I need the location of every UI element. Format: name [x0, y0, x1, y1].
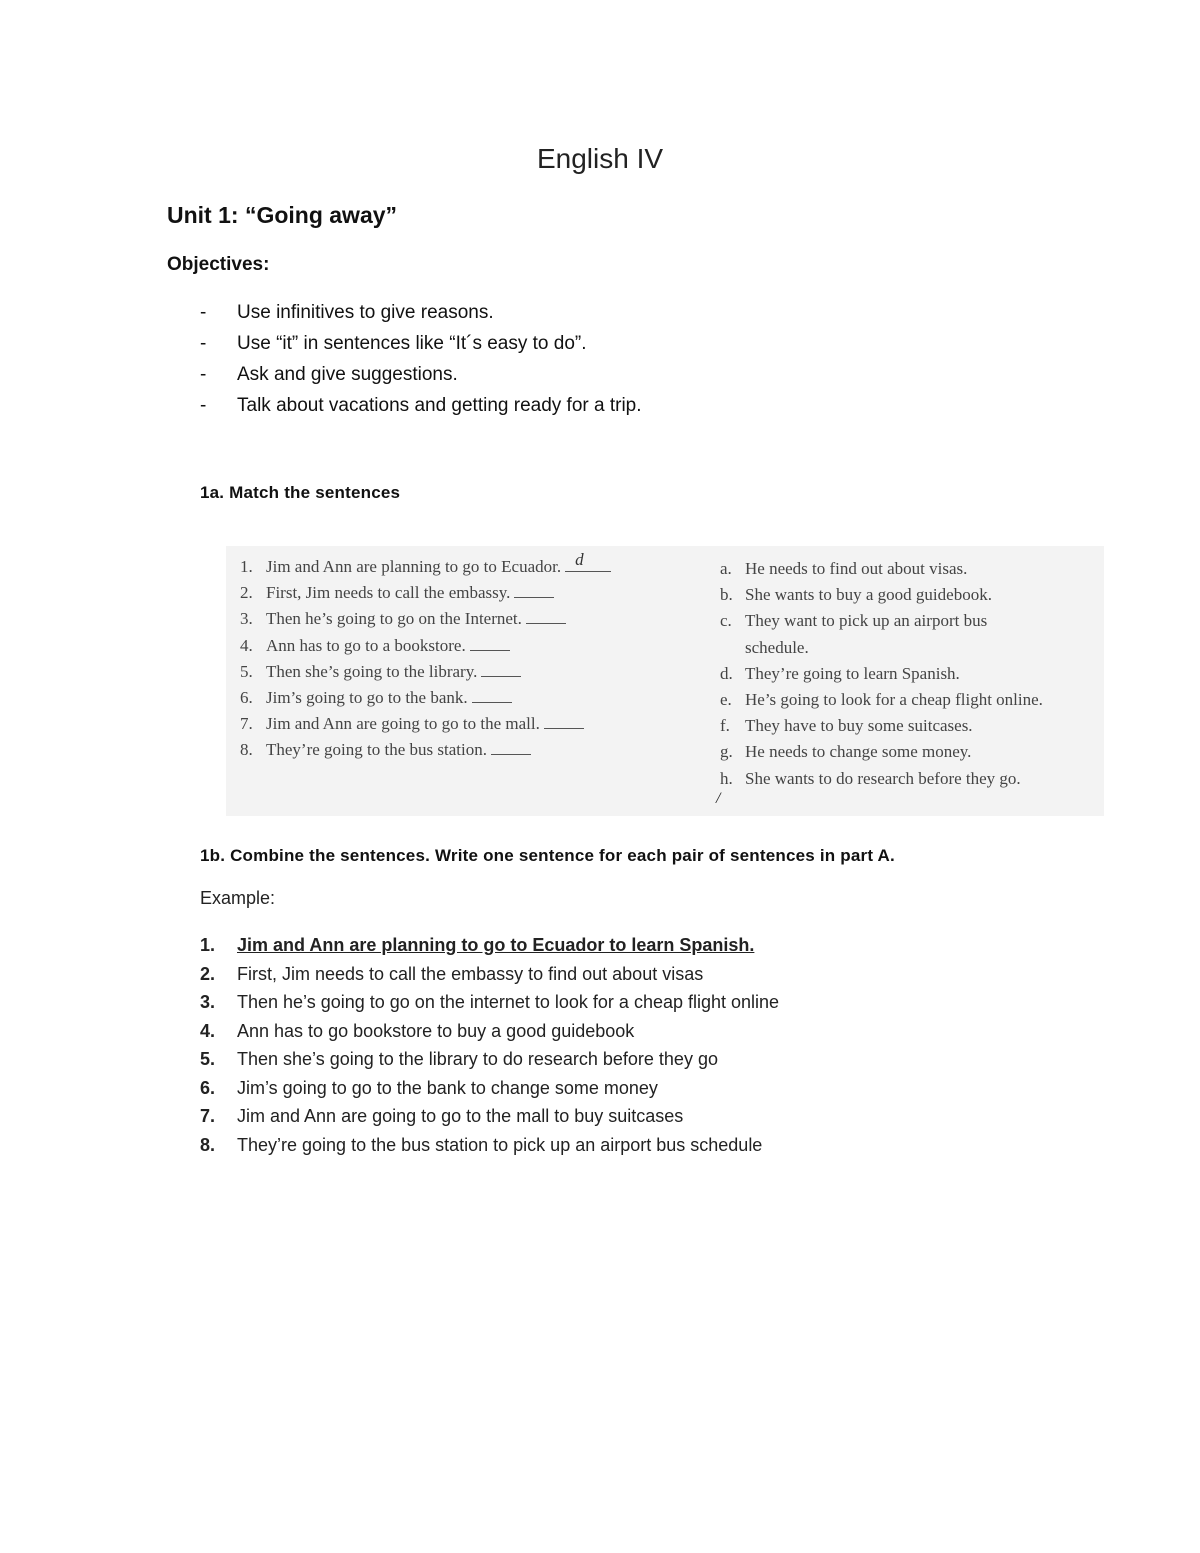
answer-sentence: 4. Ann has to go bookstore to buy a good guidebook [200, 1020, 635, 1041]
reason-item: c. They want to pick up an airport bus [720, 611, 988, 631]
document-title: English IV [536, 143, 664, 174]
handwritten-answer: d [575, 549, 584, 569]
answer-blank [491, 740, 531, 755]
example-label: Example: [200, 888, 276, 908]
sentence-list [240, 549, 611, 764]
reason-item: f. They have to buy some suitcases. [720, 716, 973, 736]
sentence-item: 1. Jim and Ann are planning to go to Ecuador. d [240, 554, 611, 580]
reason-item: d. They’re going to learn Spanish. [720, 663, 960, 683]
reason-item: e. He’s going to look for a cheap flight online. [720, 690, 1043, 710]
example-sentence: 1. Jim and Ann are planning to go to Ecuador to learn Spanish. [200, 935, 755, 955]
answer-sentence: 3. Then he’s going to go on the internet to look for a cheap flight online [200, 992, 780, 1012]
answer-blank [472, 688, 512, 703]
answer-blank [526, 609, 566, 624]
unit-title: Unit 1: “Going away” [167, 202, 398, 228]
exercise-1b-heading: 1b. Combine the sentences. Write one sentence for each pair of sentences in part A. [200, 846, 895, 865]
answer-sentence: 8. They’re going to the bus station to pick up an airport bus schedule [200, 1134, 763, 1155]
answer-sentence: 5. Then she’s going to the library to do research before they go [200, 1049, 718, 1069]
scanned-exercise [226, 546, 1104, 816]
answer-sentence: 7. Jim and Ann are going to go to the mall to buy suitcases [200, 1106, 684, 1126]
reason-item: b. She wants to buy a good guidebook. [720, 585, 992, 605]
answer-blank [470, 636, 510, 651]
objective-item: - Use infinitives to give reasons. [200, 302, 494, 323]
objective-item: - Ask and give suggestions. [200, 364, 458, 385]
reason-item: h. She wants to do research before they go. [720, 768, 1021, 788]
sentence-item: 8. They’re going to the bus station. [240, 737, 611, 763]
answer-sentence: 2. First, Jim needs to call the embassy to find out about visas [200, 963, 704, 984]
sentence-item: 3. Then he’s going to go on the Internet. [240, 606, 611, 632]
answer-blank [544, 714, 584, 729]
reason-list [720, 556, 1043, 792]
sentence-item: 7. Jim and Ann are going to go to the mall. [240, 711, 611, 737]
exercise-1a-heading: 1a. Match the sentences [200, 483, 401, 502]
reason-item: g. He needs to change some money. [720, 742, 972, 762]
objective-item: - Use “it” in sentences like “It´s easy to do”. [200, 333, 587, 354]
sentence-item: 5. Then she’s going to the library. [240, 659, 611, 685]
sentence-item: 4. Ann has to go to a bookstore. [240, 633, 611, 659]
answer-blank [514, 583, 554, 598]
reason-item: a. He needs to find out about visas. [720, 559, 968, 578]
answer-blank [565, 549, 611, 572]
pen-tick-mark: / [716, 790, 721, 807]
answer-sentence: 6. Jim’s going to go to the bank to change some money [200, 1077, 658, 1098]
objectives-heading: Objectives: [167, 254, 270, 275]
reason-item-continued: schedule. [745, 637, 809, 657]
answer-blank [481, 662, 521, 677]
sentence-item: 6. Jim’s going to go to the bank. [240, 685, 611, 711]
objective-item: - Talk about vacations and getting ready for a trip. [200, 395, 642, 416]
sentence-item: 2. First, Jim needs to call the embassy. [240, 580, 611, 606]
objectives-list [200, 297, 642, 421]
combined-sentences-list [200, 931, 779, 1159]
